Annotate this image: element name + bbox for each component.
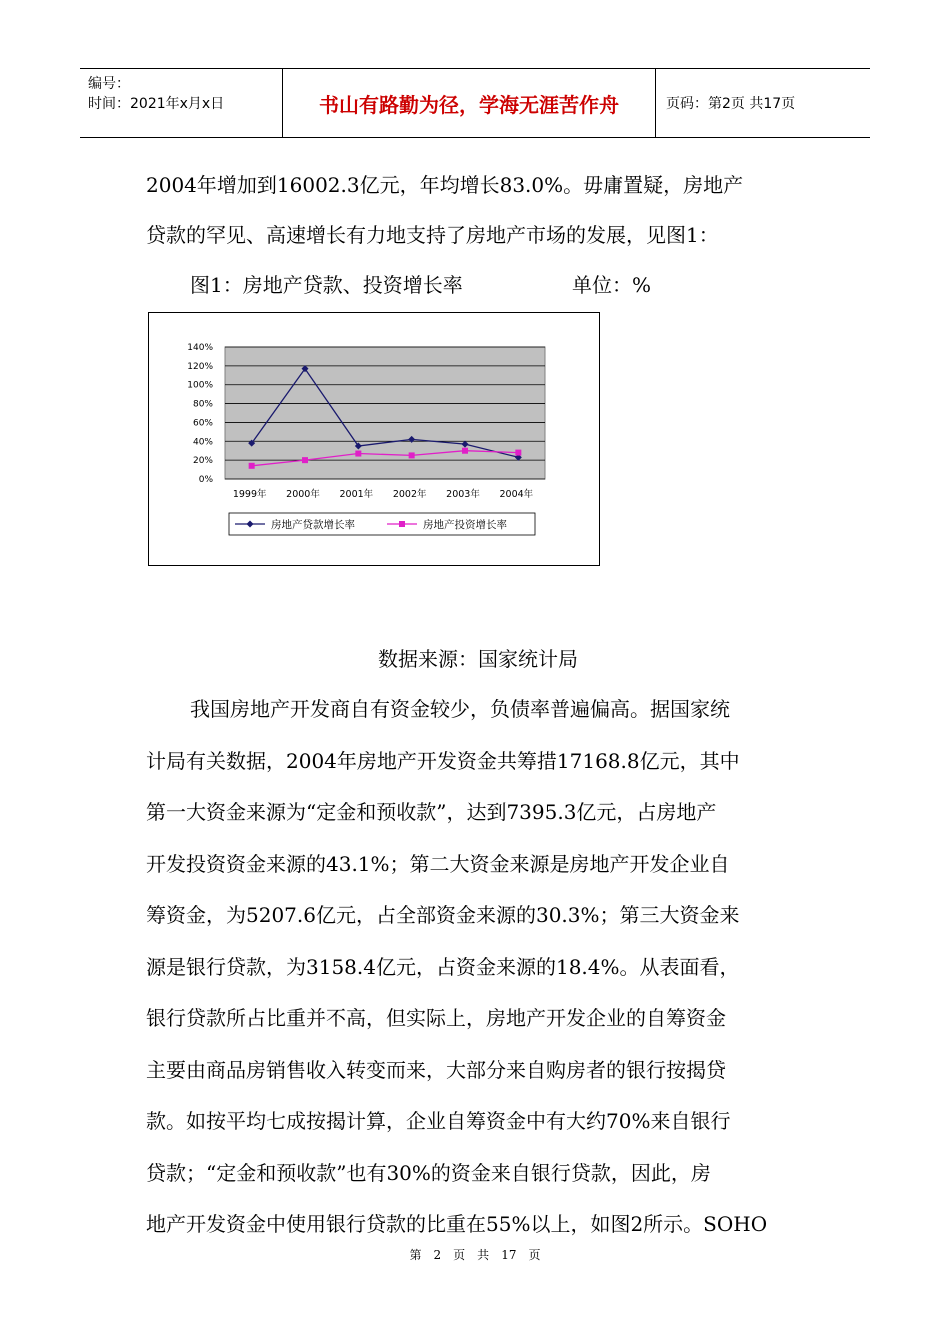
chart-canvas: [149, 313, 599, 565]
data-point: [249, 463, 255, 469]
data-source: 数据来源：国家统计局: [378, 647, 578, 671]
paragraph-line: 开发投资资金来源的43.1%；第二大资金来源是房地产开发企业自: [146, 851, 730, 876]
y-tick-label: 100%: [187, 380, 213, 391]
y-tick-label: 60%: [192, 418, 213, 429]
footer-total: 17: [501, 1248, 517, 1262]
paragraph-line: 第一大资金来源为“定金和预收款”，达到7395.3亿元，占房地产: [146, 800, 717, 824]
page-footer: [0, 1246, 950, 1263]
paragraph-line: 银行贷款所占比重并不高，但实际上，房地产开发企业的自筹资金: [146, 1006, 726, 1030]
x-tick-label: 2001年: [339, 489, 374, 500]
header-motto: 书山有路勤为径，学海无涯苦作舟: [283, 69, 656, 137]
data-point: [302, 457, 308, 463]
data-point: [515, 450, 521, 456]
header-meta: [80, 69, 283, 137]
footer-text: 页: [528, 1248, 541, 1262]
x-tick-label: 2002年: [392, 489, 427, 500]
data-point: [355, 451, 361, 457]
paragraph-line: 筹资金，为5207.6亿元，占全部资金来源的30.3%；第三大资金来: [146, 903, 740, 927]
paragraph-line: 主要由商品房销售收入转变而来，大部分来自购房者的银行按揭贷: [146, 1057, 726, 1082]
legend-label: 房地产贷款增长率: [271, 519, 355, 531]
data-point: [462, 448, 468, 454]
footer-text: 页: [453, 1248, 466, 1262]
footer-text: 第: [409, 1248, 422, 1262]
time-label: 时间：2021年x月x日: [88, 96, 225, 112]
data-point: [409, 452, 415, 458]
x-tick-label: 2004年: [499, 489, 534, 500]
footer-text: 共: [477, 1248, 490, 1262]
body-line: 2004年增加到16002.3亿元，年均增长83.0%。毋庸置疑，房地产: [146, 173, 744, 197]
y-tick-label: 40%: [192, 437, 213, 448]
y-tick-label: 0%: [198, 475, 213, 485]
y-tick-label: 20%: [192, 456, 213, 467]
page-number-label: 页码：第2页 共17页: [666, 96, 796, 112]
growth-rate-chart: [148, 312, 600, 566]
paragraph-line: 地产开发资金中使用银行贷款的比重在55%以上，如图2所示。SOHO: [146, 1212, 768, 1236]
y-tick-label: 140%: [187, 343, 213, 353]
legend-marker: [399, 521, 405, 527]
figure-caption: 图1：房地产贷款、投资增长率: [190, 273, 463, 297]
x-tick-label: 1999年: [232, 489, 267, 500]
figure-unit: 单位：%: [572, 273, 652, 297]
paragraph-line: 源是银行贷款，为3158.4亿元，占资金来源的18.4%。从表面看，: [146, 954, 740, 979]
paragraph-line: 我国房地产开发商自有资金较少，负债率普遍偏高。据国家统: [190, 697, 730, 721]
footer-page: 2: [433, 1248, 442, 1262]
page-header: [80, 68, 870, 138]
y-tick-label: 80%: [192, 399, 213, 410]
x-tick-label: 2000年: [286, 489, 320, 500]
paragraph-line: 计局有关数据，2004年房地产开发资金共筹措17168.8亿元，其中: [146, 748, 740, 773]
body-line: 贷款的罕见、高速增长有力地支持了房地产市场的发展，见图1：: [146, 223, 719, 247]
legend-label: 房地产投资增长率: [423, 519, 507, 531]
paragraph-line: 贷款；“定金和预收款”也有30%的资金来自银行贷款，因此，房: [146, 1160, 711, 1185]
x-tick-label: 2003年: [446, 489, 480, 500]
number-label: 编号：: [88, 76, 130, 92]
paragraph-line: 款。如按平均七成按揭计算，企业自筹资金中有大约70%来自银行: [146, 1109, 731, 1133]
y-tick-label: 120%: [187, 361, 213, 372]
